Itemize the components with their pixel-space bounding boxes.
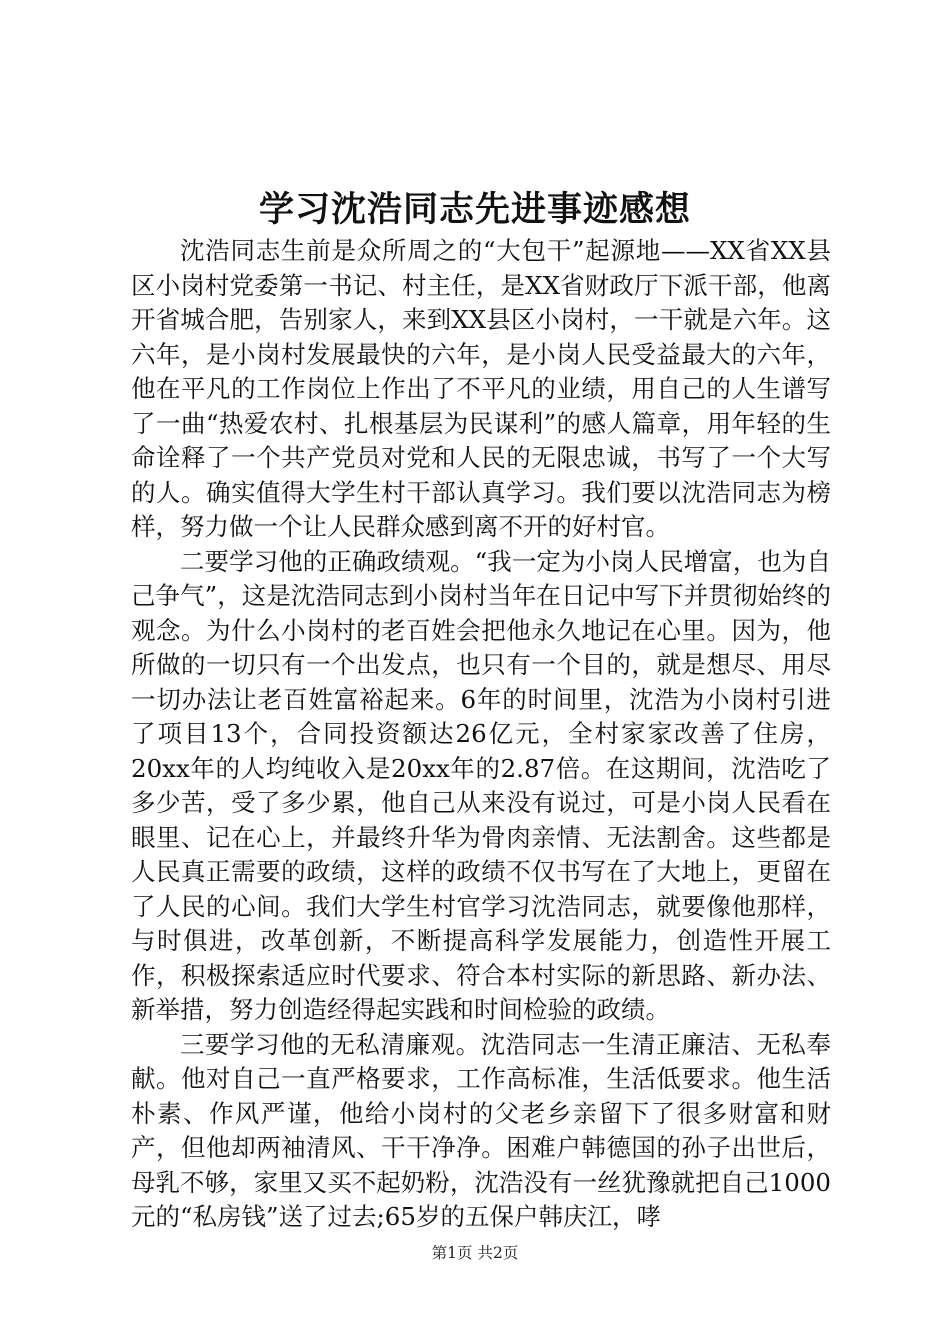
document-title: 学习沈浩同志先进事迹感想 [258,189,691,230]
paragraph-3: 三要学习他的无私清廉观。沈浩同志一生清正廉洁、无私奉献。他对自己一直严格要求，工作高标准，生活低要求。他生活朴素、作风严谨，他给小岗村的父老乡亲留下了很多财富和财产，但他却两袖清风、干干净净。困难户韩德国的孙子出世后，母乳不够，家里又买不起奶粉，沈浩没有一丝犹豫就把自己1000元的“私房钱”送了过去;65岁的五保户韩庆江，哮 [131,1029,831,1231]
page-number-footer: 第1页 共2页 [431,1244,519,1262]
paragraph-2: 二要学习他的正确政绩观。“我一定为小岗人民增富，也为自己争气”，这是沈浩同志到小岗村当年在日记中写下并贯彻始终的观念。为什么小岗村的老百姓会把他永久地记在心里。因为，他所做的一切只有一个出发点，也只有一个目的，就是想尽、用尽一切办法让老百姓富裕起来。6年的时间里，沈浩为小岗村引进了项目13个，合同投资额达26亿元，全村家家改善了住房，20xx年的人均纯收入是20xx年的2.87倍。在这期间，沈浩吃了多少苦，受了多少累，他自己从来没有说过，可是小岗人民看在眼里、记在心上，并最终升华为骨肉亲情、无法割舍。这些都是人民真正需要的政绩，这样的政绩不仅书写在了大地上，更留在了人民的心间。我们大学生村官学习沈浩同志，就要像他那样，与时俱进，改革创新，不断提高科学发展能力，创造性开展工作，积极探索适应时代要求、符合本村实际的新思路、新办法、新举措，努力创造经得起实践和时间检验的政绩。 [131,546,831,1024]
document-body [131,234,831,1235]
paragraph-1: 沈浩同志生前是众所周之的“大包干”起源地——XX省XX县区小岗村党委第一书记、村主任，是XX省财政厅下派干部，他离开省城合肥，告别家人，来到XX县区小岗村，一干就是六年。这六年，是小岗村发展最快的六年，是小岗人民受益最大的六年，他在平凡的工作岗位上作出了不平凡的业绩，用自己的人生谱写了一曲“热爱农村、扎根基层为民谋利”的感人篇章，用年轻的生命诠释了一个共产党员对党和人民的无限忠诚，书写了一个大写的人。确实值得大学生村干部认真学习。我们要以沈浩同志为榜样，努力做一个让人民群众感到离不开的好村官。 [131,236,831,541]
